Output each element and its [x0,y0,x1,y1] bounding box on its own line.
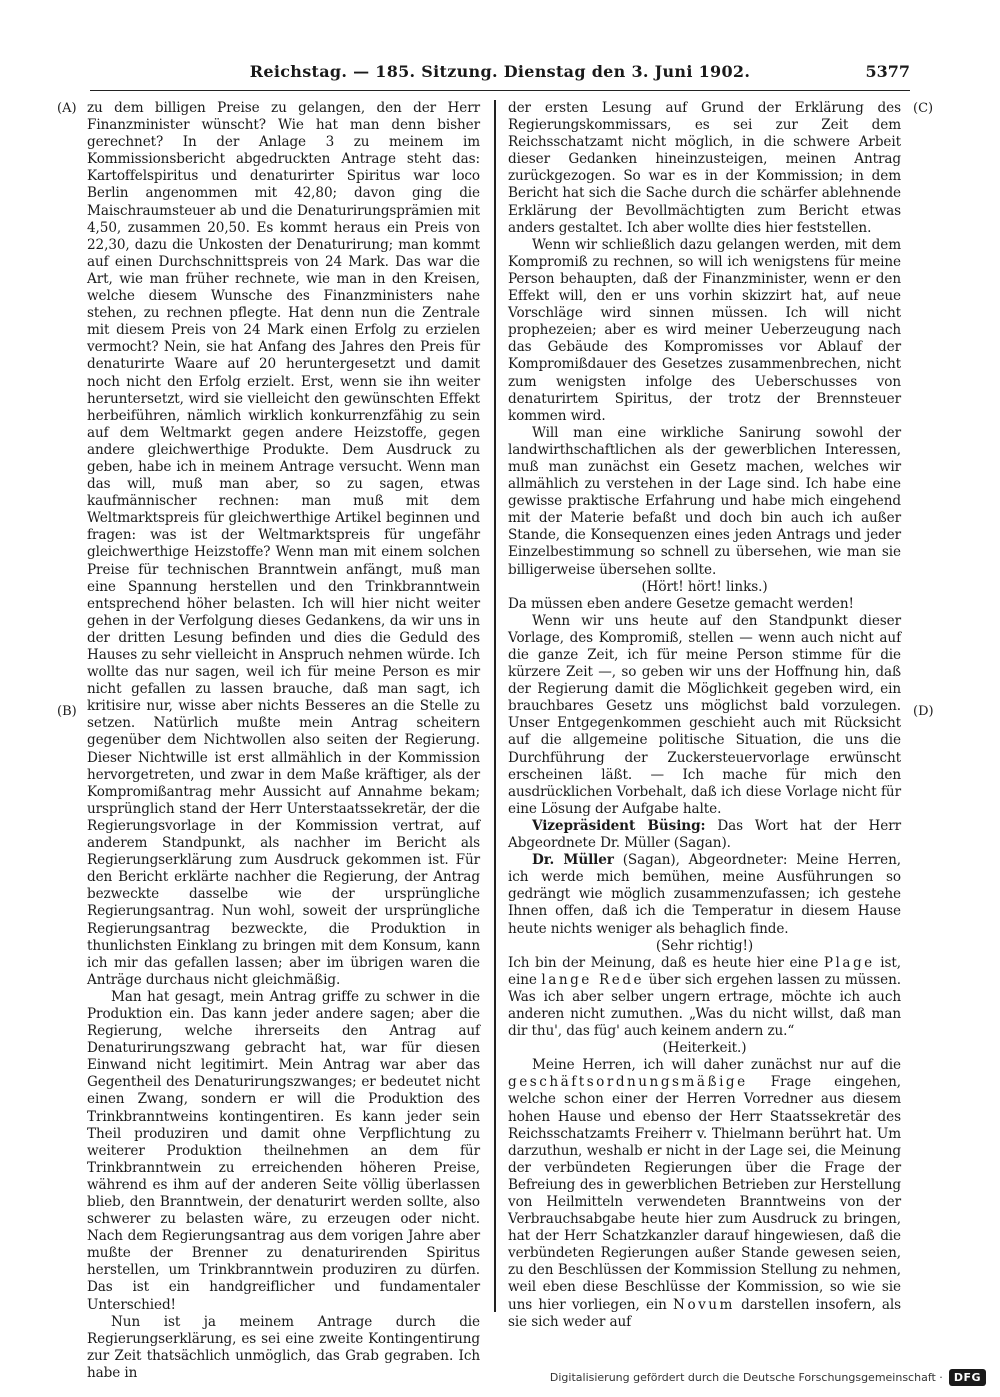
emphasis: geschäftsordnungsmäßige [508,1074,748,1091]
interjection: (Hört! hört! links.) [641,578,768,595]
paragraph: Will man eine wirkliche Sanirung sowohl der landwirthschaftlichen als der gewerblichen Interessen, muß man zunächst ein Gesetz machen, welches wir allmählich zu verstehen in der Lage sind. Ich habe eine gewisse praktische Erfahrung und habe mich eingehend mit der Materie befaßt und doch bin auch ich außer Stande, die Konsequenzen eines jeden Antrags und jeder Einzelbestimmung so schnell zu übersehen, wie man sie billigerweise übersehen sollte. [508,424,901,578]
header-title: Reichstag. — 185. Sitzung. Dienstag den 3. Juni 1902. [249,62,751,81]
speaker-name: Dr. Müller [532,852,614,869]
paragraph: der ersten Lesung auf Grund der Erklärung des Regierungskommissars, es sei zur Zeit dem Reichsschatzamt nicht möglich, in die schwere Arbeit dieser Gedanken hineinzusteigen, meinen Antrag zurückgezogen. So war es in der Kommission; in dem Bericht hat sich die Sache durch die schärfer ablehnende Erklärung der Bevollmächtigten zum Bericht etwas anders gestaltet. Ich aber wollte dies hier feststellen. [508,100,901,236]
text-run: Ich bin der Meinung, daß es heute hier eine [508,954,824,971]
paragraph: Man hat gesagt, mein Antrag griffe zu schwer in die Produktion ein. Das kann jeder andere sagen; aber die Regierung, welche ihrerseits den Antrag auf Denaturirungszwang gebracht hat, war für diesen Einwand nicht legitimirt. Mein Antrag war aber das Gegentheil des Denaturirungszwanges; er bedeutet nicht einen Zwang, sondern er will die Produktion des Trinkbranntweins kontingentiren. Es kann jeder sein Theil produziren und damit ohne Verpflichtung zu weiterer Produktion theilnehmen an dem für Trinkbranntwein zu erreichenden höheren Preise, während es ihm auf der anderen Seite völlig überlassen blieb, den Branntwein, der denaturirt werden sollte, also schwerer zu belasten wäre, zu erzeugen oder nicht. Nach dem Regierungsantrag aus dem vorigen Jahre aber mußte der Brenner zu denaturirenden Spiritus herstellen, um Trinkbranntwein produziren zu dürfen. Das ist ein handgreiflicher und fundamentaler Unterschied! [87,988,480,1313]
speaker-paragraph [508,852,901,937]
speaker-name: Vizepräsident Büsing: [532,817,706,834]
emphasis: Plage [823,954,875,971]
speech-text: Das Wort hat der Herr Abgeordnete Dr. Müller (Sagan). [508,817,901,852]
page-header [90,62,910,91]
footer [550,1367,986,1387]
paragraph [508,1057,901,1331]
footer-text: Digitalisierung gefördert durch die Deutsche Forschungsgemeinschaft · [549,1370,943,1384]
paragraph: Da müssen eben andere Gesetze gemacht werden! [508,595,854,612]
left-column [87,100,480,1382]
emphasis: Novum [673,1296,735,1313]
page-number: 5377 [865,62,910,81]
text-run: Meine Herren, ich will daher zunächst nur auf die [532,1057,901,1074]
paragraph: Nun ist ja meinem Antrage durch die Regierungserklärung, es sei eine zweite Kontingentirung zur Zeit thatsächlich unmöglich, das Grab gegraben. Ich habe in [87,1313,480,1381]
text-run: darstellen insofern, als sie sich weder auf [508,1296,902,1330]
speaker-paragraph [508,818,901,852]
text-run: Frage eingehen, welche schon einer der Herren Vorredner aus diesem hohen Hause und ebenso der Herr Staatssekretär des Reichsschatzamts Freiherr v. Thielmann berührt hat. Um darzuthun, weshalb er nicht in der Lage sei, die Meinung der verbündeten Regierungen über die Frage der Befreiung des in gewerblichen Betrieben zur Herstellung von Heilmitteln verwendeten Branntweins von der Verbrauchsabgabe heute hier zum Ausdruck zu bringen, hat der Herr Schatzkanzler darauf hingewiesen, daß die verbündeten Regierungen außer Stande gewesen seien, zu den Beschlüssen der Kommission Stellung zu nehmen, weil eben diese Beschlüsse der Kommission, so wie sie uns hier vorliegen, ein [508,1074,901,1313]
column-divider [494,100,496,1312]
interjection: (Heiterkeit.) [662,1040,747,1057]
margin-marker-b: (B) [57,704,77,719]
paragraph: Wenn wir schließlich dazu gelangen werden, mit dem Kompromiß zu rechnen, so will ich wenigstens für meine Person behaupten, daß der Finanzminister, wenn er den Effekt will, den er uns vorhin skizzirt hat, auf neue Vorschläge wird sinnen müssen. Ich will nicht prophezeien; aber es wird meiner Ueberzeugung nach das Gebäude des Kompromisses vor Ablauf der Kompromißdauer des Gesetzes zusammenbrechen, nicht zum wenigsten infolge des Ueberschusses von denaturirtem Spiritus, der trotz der Brennsteuer kommen wird. [508,236,901,424]
speech-text: (Sagan), Abgeordneter: Meine Herren, ich werde mich bemühen, meine Ausführungen so gedrängt wie möglich zusammenzufassen; ich gestehe Ihnen offen, daß ich die Temperatur in diesem Hause heute nichts weniger als behaglich finde. [508,852,901,937]
margin-marker-c: (C) [913,101,934,116]
margin-marker-d: (D) [913,704,934,719]
interjection: (Sehr richtig!) [655,937,754,954]
margin-marker-a: (A) [57,101,77,116]
paragraph: Wenn wir uns heute auf den Standpunkt dieser Vorlage, des Kompromiß, stellen — wenn auch nicht auf die ganze Zeit, ich für meine Person stimme für die kürzere Zeit —, so geben wir uns der Hoffnung hin, daß der Regierung damit die Möglichkeit gegeben wird, ein brauchbares Gesetz uns möglichst bald vorzulegen. Unser Entgegenkommen geschieht auch mit Rücksicht auf die allgemeine politische Situation, die uns die Durchführung der Zuckersteuervorlage erwünscht erscheinen läßt. — Ich mache für mich den ausdrücklichen Vorbehalt, daß ich diese Vorlage nicht für eine Lösung der Aufgabe halte. [508,612,901,817]
text-run: über sich ergehen lassen zu müssen. Was ich aber selber ungern ertrage, möchte ich auch anderen nicht zumuthen. „Was du nicht willst, daß man dir thu', das füg' auch keinem andern zu.“ [508,971,902,1040]
paragraph: zu dem billigen Preise zu gelangen, den der Herr Finanzminister wünscht? Wie hat man denn bisher gerechnet? In der Anlage 3 zu meinem im Kommissionsbericht abgedruckten Antrage steht das: Kartoffelspiritus und denaturirter Spiritus war loco Berlin angenommen mit 42,80; davon ging die Maischraumsteuer ab und die Denaturirungsprämien mit 4,50, zusammen 20,50. Es kommt heraus ein Preis von 22,30, dazu die Unkosten der Denaturirung; man kommt auf einen Durchschnittspreis von 24 Mark. Das war die Art, wie man früher rechnete, wie man in den Kreisen, welche diesem Wunsche des Finanzministers nahe stehen, zu rechnen pflegte. Hat denn nun die Zentrale mit diesem Preis von 24 Mark einen Erfolg zu erzielen vermocht? Nein, sie hat Anfang des Jahres den Preis für denaturirte Waare auf 20 heruntergesetzt und damit noch nicht den Erfolg erzielt. Erst, wenn sie ihn weiter heruntersetzt, wird sie vielleicht den gewünschten Effekt herbeiführen, nämlich wirklich konkurrenzfähig zu sein auf dem Weltmarkt gegen andere Heizstoffe, gegen andere gleichwerthige Produkte. Dem Ausdruck zu geben, habe ich in meinem Antrage versucht. Wenn man das will, muß man aber, so zu sagen, etwas kaufmännischer rechnen: man muß mit dem Weltmarktspreis für gleichwerthige Artikel beginnen und fragen: was ist der Weltmarktspreis für ungefähr gleichwerthige Heizstoffe? Wenn man mit einem solchen Preise für technischen Branntwein anfängt, muß man eine Spannung herstellen und den Trinkbranntwein entsprechend höher belasten. Ich will hier nicht weiter gehen in der Verfolgung dieses Gedankens, da wir uns in der dritten Lesung befinden und dies die Geduld des Hauses zu sehr vielleicht in Anspruch nehmen würde. Ich wollte das nur sagen, weil ich für meine Person es mir nicht gefallen zu lassen brauche, daß man sagt, ich kritisire nur, wisse aber nichts Besseres an die Stelle zu setzen. Natürlich mußte mein Antrag scheitern gegenüber dem Nichtwollen also seiten der Regierung. Dieser Nichtwille ist erst allmählich in der Kommission hervorgetreten, und zwar in dem Maße kräftiger, als der Kompromißantrag mehr Aussicht auf Annahme bekam; ursprünglich stand der Herr Unterstaatssekretär, der die Regierungsvorlage in der Kommission vertrat, auf anderem Standpunkt, als nachher im Bericht als Regierungserklärung zum Ausdruck gekommen ist. Für den Bericht erklärte nachher die Regierung, der Antrag bezweckte dasselbe wie der ursprüngliche Regierungsantrag. Nun wohl, soweit der ursprüngliche Regierungsantrag bezweckte, die Produktion in thunlichsten Einklang zu bringen mit dem Konsum, kann ich mir das gefallen lassen; aber im übrigen waren die Anträge durchaus nicht gleichmäßig. [87,100,480,988]
emphasis: lange Rede [541,971,645,988]
right-column [508,100,901,1331]
paragraph [508,955,901,1040]
text-run: ist, eine [508,954,901,988]
dfg-logo: DFG [949,1369,986,1386]
